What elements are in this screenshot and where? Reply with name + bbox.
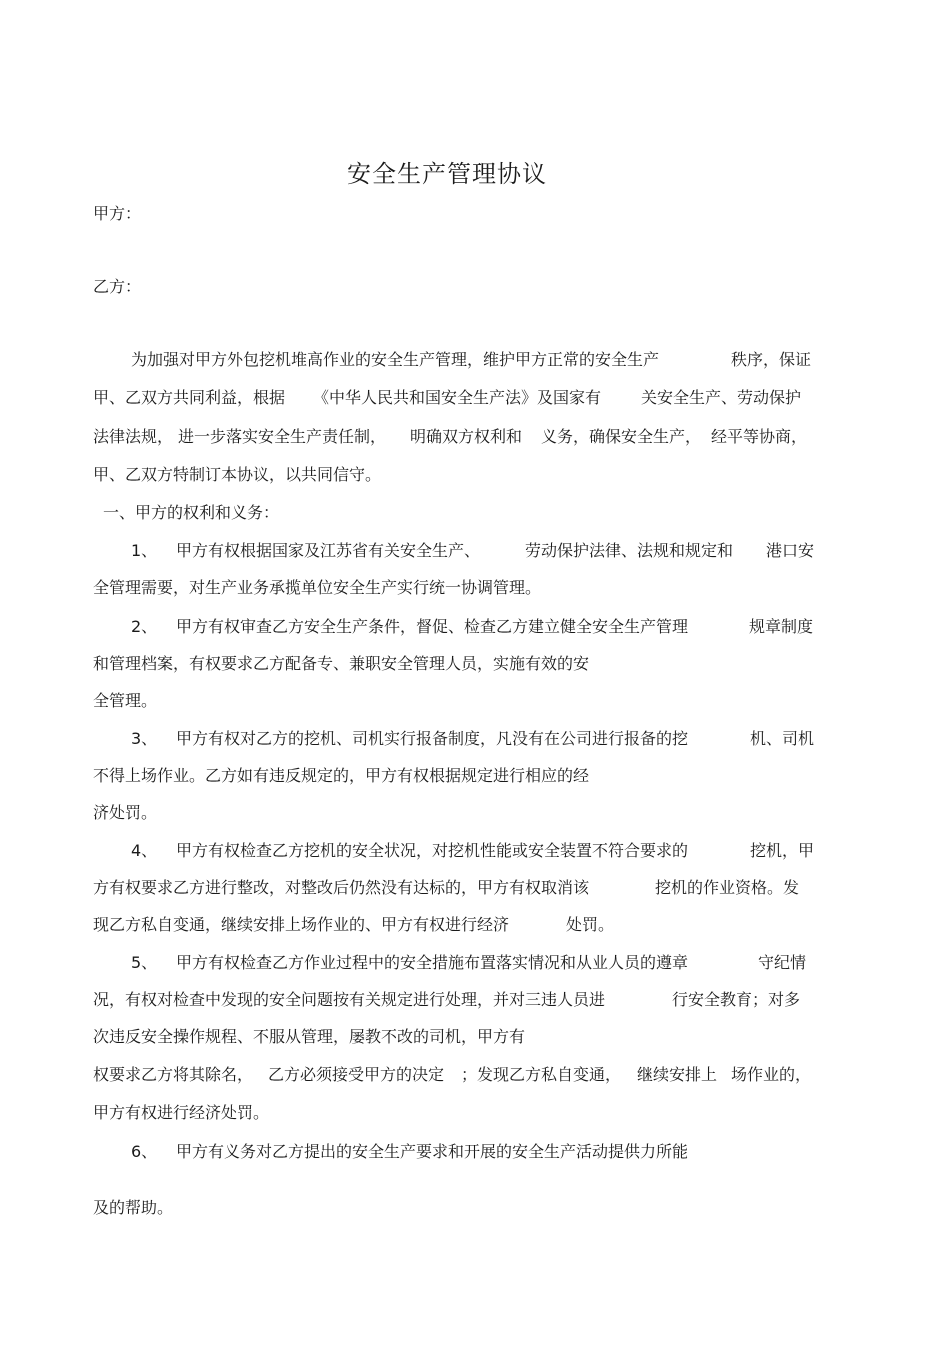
item-5-line-4b: 乙方必须接受甲方的决定 xyxy=(268,1065,445,1084)
intro-line-3d: 义务，确保安全生产， xyxy=(541,427,702,446)
intro-line-2a: 甲、乙双方共同利益，根据 xyxy=(93,388,286,407)
item-5-line-4c: ；发现乙方私自变通， xyxy=(461,1065,622,1084)
item-5-line-2b: 行安全教育；对多 xyxy=(672,990,801,1009)
item-4-line-2b: 挖机的作业资格。发 xyxy=(655,878,800,897)
item-5-line-1b: 守纪情 xyxy=(758,953,807,972)
item-5-line-4d: 继续安排上 xyxy=(637,1065,718,1084)
document-title: 安全生产管理协议 xyxy=(347,160,547,188)
item-2-line-3: 全管理。 xyxy=(93,691,158,710)
party-a-label: 甲方： xyxy=(93,204,142,223)
intro-line-3b: 进一步落实安全生产责任制， xyxy=(178,427,387,446)
item-3-line-3: 济处罚。 xyxy=(93,803,158,822)
item-4-line-3a: 现乙方私自变通，继续安排上场作业的、甲方有权进行经济 xyxy=(93,915,510,934)
item-5-line-4a: 权要求乙方将其除名， xyxy=(93,1065,254,1084)
item-5-line-3: 次违反安全操作规程、不服从管理，屡教不改的司机，甲方有 xyxy=(93,1027,526,1046)
item-number: 6、 xyxy=(131,1142,158,1161)
intro-line-3c: 明确双方权利和 xyxy=(410,427,523,446)
item-number: 1、 xyxy=(131,541,158,560)
item-number: 5、 xyxy=(131,953,158,972)
item-2-line-1a: 甲方有权审查乙方安全生产条件，督促、检查乙方建立健全安全生产管理 xyxy=(176,617,689,636)
item-1-line-1a: 甲方有权根据国家及江苏省有关安全生产、 xyxy=(176,541,481,560)
item-3-line-2: 不得上场作业。乙方如有违反规定的，甲方有权根据规定进行相应的经 xyxy=(93,766,590,785)
item-number: 2、 xyxy=(131,617,158,636)
intro-line-3a: 法律法规， xyxy=(93,427,174,446)
party-b-label: 乙方： xyxy=(93,277,142,296)
item-number: 4、 xyxy=(131,841,158,860)
item-6-line-2: 及的帮助。 xyxy=(93,1198,174,1217)
intro-line-2b: 《中华人民共和国安全生产法》及国家有 xyxy=(313,388,602,407)
item-2-line-2: 和管理档案，有权要求乙方配备专、兼职安全管理人员，实施有效的安 xyxy=(93,654,590,673)
item-3-line-1a: 甲方有权对乙方的挖机、司机实行报备制度，凡没有在公司进行报备的挖 xyxy=(176,729,689,748)
item-4-line-1a: 甲方有权检查乙方挖机的安全状况，对挖机性能或安全装置不符合要求的 xyxy=(176,841,689,860)
item-5-line-5: 甲方有权进行经济处罚。 xyxy=(93,1103,270,1122)
intro-line-3e: 经平等协商， xyxy=(711,427,808,446)
item-4-line-1b: 挖机，甲 xyxy=(750,841,815,860)
item-2-line-1b: 规章制度 xyxy=(749,617,814,636)
intro-line-1b: 秩序，保证 xyxy=(731,350,812,369)
item-6-line-1: 甲方有义务对乙方提出的安全生产要求和开展的安全生产活动提供力所能 xyxy=(176,1142,689,1161)
item-1-line-2: 全管理需要，对生产业务承揽单位安全生产实行统一协调管理。 xyxy=(93,578,542,597)
item-5-line-2a: 况，有权对检查中发现的安全问题按有关规定进行处理，并对三违人员进 xyxy=(93,990,606,1009)
item-4-line-2a: 方有权要求乙方进行整改，对整改后仍然没有达标的，甲方有权取消该 xyxy=(93,878,590,897)
item-5-line-4e: 场作业的， xyxy=(731,1065,812,1084)
intro-line-2c: 关安全生产、劳动保护 xyxy=(641,388,802,407)
intro-line-1a: 为加强对甲方外包挖机堆高作业的安全生产管理，维护甲方正常的安全生产 xyxy=(131,350,660,369)
section-1-heading: 一、甲方的权利和义务： xyxy=(103,503,280,522)
item-1-line-1c: 港口安 xyxy=(766,541,815,560)
item-1-line-1b: 劳动保护法律、法规和规定和 xyxy=(525,541,734,560)
intro-line-4: 甲、乙双方特制订本协议，以共同信守。 xyxy=(93,465,382,484)
item-number: 3、 xyxy=(131,729,158,748)
item-5-line-1a: 甲方有权检查乙方作业过程中的安全措施布置落实情况和从业人员的遵章 xyxy=(176,953,689,972)
item-3-line-1b: 机、司机 xyxy=(750,729,815,748)
item-4-line-3b: 处罚。 xyxy=(566,915,615,934)
